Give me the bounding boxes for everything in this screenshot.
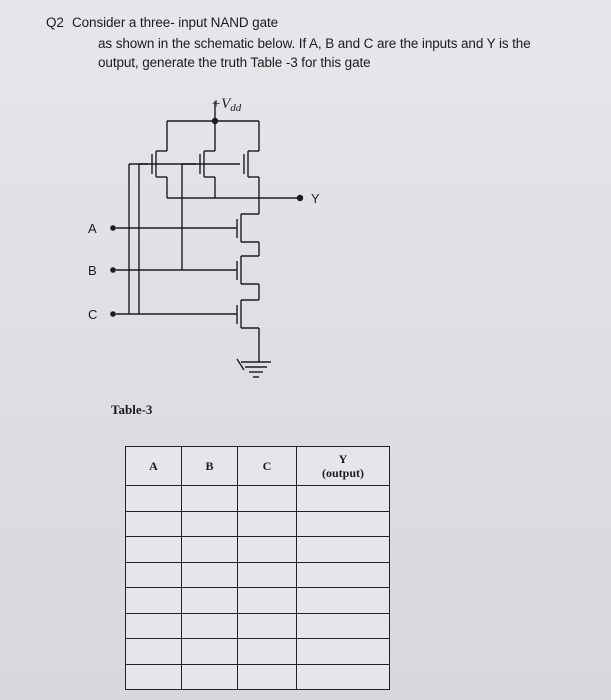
answer-cell-b[interactable] (182, 613, 238, 639)
answer-cell-b[interactable] (182, 664, 238, 690)
answer-cell-a[interactable] (126, 588, 182, 614)
table-row (126, 562, 390, 588)
truth-table (125, 446, 390, 690)
answer-cell-c[interactable] (238, 537, 297, 563)
table-row (126, 639, 390, 665)
answer-cell-a[interactable] (126, 613, 182, 639)
header-a: A (126, 447, 182, 486)
input-c-terminal-dot (110, 311, 116, 317)
header-c: C (238, 447, 297, 486)
question-text-line-3: output, generate the truth Table -3 for this gate (98, 55, 371, 70)
pmos-transistor-b (200, 151, 215, 198)
answer-cell-b[interactable] (182, 537, 238, 563)
answer-cell-c[interactable] (238, 511, 297, 537)
pmos-transistor-c (244, 151, 259, 198)
output-terminal-dot (297, 195, 303, 201)
answer-cell-y[interactable] (297, 613, 390, 639)
table-caption: Table-3 (111, 402, 153, 417)
nmos-transistor-a (237, 214, 259, 242)
answer-cell-b[interactable] (182, 639, 238, 665)
truth-table-body (126, 486, 390, 690)
table-row (126, 664, 390, 690)
answer-cell-y[interactable] (297, 511, 390, 537)
answer-cell-y[interactable] (297, 588, 390, 614)
answer-cell-a[interactable] (126, 664, 182, 690)
answer-cell-b[interactable] (182, 511, 238, 537)
answer-cell-y[interactable] (297, 486, 390, 512)
vdd-label: $+V_{dd}$ (211, 96, 242, 114)
header-y (297, 447, 390, 486)
output-y-label: Y (311, 191, 320, 206)
input-a-label: A (88, 221, 97, 236)
answer-cell-a[interactable] (126, 537, 182, 563)
answer-cell-a[interactable] (126, 562, 182, 588)
ground-symbol (237, 359, 271, 377)
answer-cell-y[interactable] (297, 562, 390, 588)
table-row (126, 588, 390, 614)
answer-cell-a[interactable] (126, 486, 182, 512)
answer-cell-a[interactable] (126, 639, 182, 665)
answer-cell-y[interactable] (297, 537, 390, 563)
question-text-line-2: as shown in the schematic below. If A, B and C are the inputs and Y is the (98, 36, 531, 51)
answer-cell-c[interactable] (238, 613, 297, 639)
header-y-label: Y (338, 452, 348, 466)
answer-cell-b[interactable] (182, 562, 238, 588)
table-row (126, 613, 390, 639)
table-row (126, 537, 390, 563)
answer-cell-b[interactable] (182, 588, 238, 614)
answer-cell-c[interactable] (238, 486, 297, 512)
input-a-terminal-dot (110, 225, 116, 231)
header-b: B (182, 447, 238, 486)
answer-cell-b[interactable] (182, 486, 238, 512)
input-b-terminal-dot (110, 267, 116, 273)
answer-cell-c[interactable] (238, 588, 297, 614)
answer-cell-y[interactable] (297, 664, 390, 690)
answer-cell-c[interactable] (238, 562, 297, 588)
answer-cell-c[interactable] (238, 639, 297, 665)
truth-table-header-row (126, 447, 390, 486)
table-row (126, 511, 390, 537)
vdd-node-dot (212, 118, 218, 124)
input-c-label: C (88, 307, 98, 322)
question-text-line-1: Consider a three- input NAND gate (72, 15, 279, 30)
pmos-transistor-a (152, 151, 167, 198)
nmos-transistor-b (237, 256, 259, 284)
header-y-sublabel: (output) (321, 466, 364, 480)
nmos-transistor-c (237, 300, 259, 328)
answer-cell-c[interactable] (238, 664, 297, 690)
input-b-label: B (88, 263, 97, 278)
table-row (126, 486, 390, 512)
question-number: Q2 (46, 15, 64, 30)
answer-cell-y[interactable] (297, 639, 390, 665)
answer-cell-a[interactable] (126, 511, 182, 537)
